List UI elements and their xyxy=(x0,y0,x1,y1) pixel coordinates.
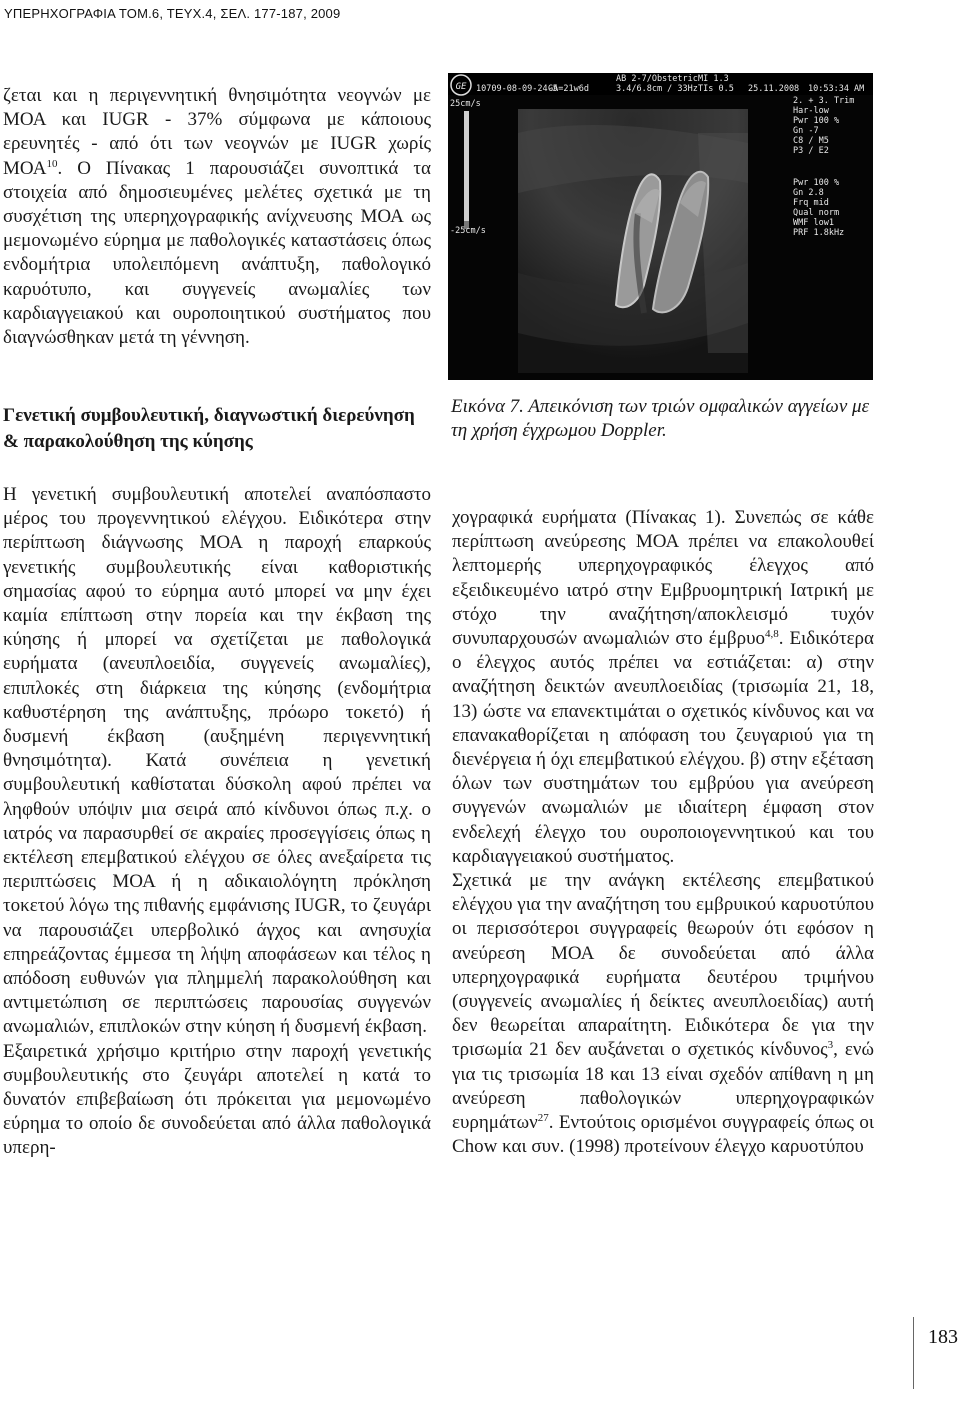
param-line: P3 / E2 xyxy=(793,146,829,156)
paragraph-intro xyxy=(3,84,431,350)
param-line: Qual norm xyxy=(793,208,840,218)
param-line: Pwr 100 % xyxy=(793,178,840,188)
text-segment: Σχετικά με την ανάγκη εκτέλεσης επεμβατικού ελέγχου για την αναζήτηση του εμβρυικού καρυοτύπου οι περισσότεροι συγγραφείς θεωρούν ότι εφόσον η ανεύρεση ΜΟΑ δε συνοδεύεται από άλλα υπερηχογραφικά ευρήματα δευτέρου τριμήνου (συγγενείς ανωμαλίες ή δείκτες ανευπλοειδίας) αυτή δεν θεωρείται απαραίτητη. Ειδικότερα δε για την τρισωμία 21 δεν αυξάνεται ο σχετικός κίνδυνος xyxy=(452,870,874,1061)
param-line: Gn -7 xyxy=(793,126,819,136)
param-line: 2. + 3. Trim xyxy=(793,96,855,106)
param-line: Frq mid xyxy=(793,198,829,208)
caption-text: Απεικόνιση των τριών ομφαλικών αγγείων με τη χρήση έγχρωμου Doppler. xyxy=(451,396,870,441)
caption-label: Εικόνα 7. xyxy=(451,396,524,417)
paragraph xyxy=(452,506,874,869)
ultrasound-doppler-figure xyxy=(448,73,873,380)
ultrasound-tis: TIs 0.5 xyxy=(698,84,734,94)
ultrasound-probe: AB 2-7/Obstetric xyxy=(616,74,698,84)
text-segment: . Εντούτοις ορισμένοι συγγραφείς όπως οι Chow και συν. (1998) προτείνουν έλεγχο καρυοτύπου xyxy=(452,1112,874,1158)
scale-top-label: 25cm/s xyxy=(450,99,481,109)
param-line: Har-low xyxy=(793,106,829,116)
text-segment: . Ο Πίνακας 1 παρουσιάζει συνοπτικά τα στοιχεία από δημοσιευμένες μελέτες σχετικά με τη συσχέτιση της υπερηχογραφικής ανίχνευσης ΜΟΑ ως μεμονωμένο εύρημα με παθολογικές καταστάσεις όπως ενδομήτρια υπολειπόμενη ανάπτυξη, παθολογικό καρυότυπο, και συγγενείς ανωμαλίες των καρδιαγγειακού και ουροποιητικού συστήματος που διαγνώσθηκαν μετά τη γέννηση. xyxy=(3,157,431,349)
text-segment: ζεται και η περιγεννητική θνησιμότητα νεογνών με ΜΟΑ και IUGR - 37% σύμφωνα με κάποιους ερευνητές - από ότι των νεογνών με IUGR χωρίς ΜΟΑ xyxy=(3,85,431,179)
left-column-top-text xyxy=(3,84,431,350)
left-column-main-text xyxy=(3,483,431,1161)
paragraph: Η γενετική συμβουλευτική αποτελεί αναπόσπαστο μέρος του προγεννητικού ελέγχου. Ειδικότερα στην περίπτωση διάγνωσης ΜΟΑ η παροχή επαρκούς γενετικής συμβουλευτικής είναι καθοριστικής σημασίας αφού το εύρημα αυτό μπορεί να μην έχει καμία επίπτωση στην πορεία και την έκβαση της κύησης ή μπορεί να σχετίζεται με παθολογικά ευρήματα (ανευπλοειδία, συγγενείς ανωμαλίες), επιπλοκές στη διάρκεια της κύησης (ενδομήτρια καθυστέρηση της ανάπτυξης, πρόωρο τοκετό) ή δυσμενή έκβαση (αυξημένη περιγεννητική θνησιμότητα). Κατά συνέπεια η γενετική συμβουλευτική καθίσταται δύσκολη αφού πρέπει να ληφθούν υπόψιν μια σειρά από κίνδυνοι όπως π.χ. ο ιατρός να παρασυρθεί σε ακραίες προσεγγίσεις όπως η εκτέλεση επεμβατικού ελέγχου σε όλες ανεξαίρετα τις περιπτώσεις ΜΟΑ ή η αδικαιολόγητη πρόκληση τοκετού λόγω της πιθανής εμφάνισης IUGR, το ζευγάρι να παρουσιάζει υπερβολικό άγχος και ανησυχία επηρεάζοντας έμμεσα τη λήψη αποφάσεων και τέλος η απόδοση ευθυνών για πλημμελή παρακολούθηση και αντιμετώπιση σε περιπτώσεις παρουσίας συγγενών ανωμαλιών, επιπλοκών στην κύηση ή δυσμενή έκβαση. xyxy=(3,484,431,1038)
text-segment: , ενώ για τις τρισωμία 18 και 13 είναι σχεδόν απίθανη η μη ανεύρεση παθολογικών υπερηχογραφικών ευρημάτων xyxy=(452,1039,874,1134)
param-line: Pwr 100 % xyxy=(793,116,840,126)
ultrasound-time: 10:53:34 AM xyxy=(808,84,865,94)
ultrasound-ga: GA=21w6d xyxy=(548,84,589,94)
ultrasound-probe-params: 3.4/6.8cm / 33Hz xyxy=(616,84,698,94)
page-number: 183 xyxy=(928,1326,958,1348)
text-segment: . Ειδικότερα ο έλεγχος αυτός πρέπει να εστιάζεται: α) στην αναζήτηση δεικτών ανευπλοειδίας (τρισωμία 21, 18, 13) ώστε να επανεκτιμάται ο σχετικός κίνδυνος και να επανακαθορίζεται η απόφαση του ζευγαριού για τη διενέργεια ή όχι επεμβατικού ελέγχου. β) στην εξέταση όλων των συστημάτων του εμβρύου για ανεύρεση συγγενών ανωμαλιών με ιδιαίτερη έμφαση στον ενδελεχή έλεγχο του ουροποιογεννητικού και του καρδιαγγειακού συστήματος. xyxy=(452,628,874,867)
running-head: ΥΠΕΡΗΧΟΓΡΑΦΙΑ ΤΟΜ.6, ΤΕΥΧ.4, ΣΕΛ. 177-187, 2009 xyxy=(4,6,341,21)
velocity-scale-bar xyxy=(464,111,469,221)
svg-text:GE: GE xyxy=(455,82,467,92)
section-heading: Γενετική συμβουλευτική, διαγνωστική διερεύνηση & παρακολούθηση της κύησης xyxy=(3,405,415,452)
param-line: Gn 2.8 xyxy=(793,188,824,198)
ultrasound-patient-id: 10709-08-09-24-5 xyxy=(476,84,558,94)
ultrasound-mi: MI 1.3 xyxy=(698,74,729,84)
scale-bottom-label: -25cm/s xyxy=(450,226,486,236)
right-column-text xyxy=(452,506,874,1159)
paragraph: Εξαιρετικά χρήσιμο κριτήριο στην παροχή γενετικής συμβουλευτικής στο ζευγάρι αποτελεί η κατά το δυνατόν επιβεβαίωση ότι πρόκειται για μεμονωμένο εύρημα το οποίο δε συνοδεύεται από άλλα παθολογικά υπερη- xyxy=(3,1040,431,1159)
paragraph xyxy=(452,869,874,1159)
page-number-rule xyxy=(913,1317,914,1389)
citation-superscript: 3 xyxy=(827,1039,834,1052)
param-line: PRF 1.8kHz xyxy=(793,228,845,238)
citation-superscript: 27 xyxy=(537,1112,549,1125)
ultrasound-date: 25.11.2008 xyxy=(748,84,800,94)
citation-superscript: 10 xyxy=(46,157,58,170)
citation-superscript: 4,8 xyxy=(764,628,779,641)
text-segment: χογραφικά ευρήματα (Πίνακας 1). Συνεπώς σε κάθε περίπτωση ανεύρεσης ΜΟΑ πρέπει να επακολουθεί λεπτομερής υπερηχογραφικός έλεγχος από εξειδικευμένο ιατρό στην Εμβρυομητρική Ιατρική με στόχο την αναζήτηση/αποκλεισμό τυχόν συνυπαρχουσών ανωμαλιών στο έμβρυο xyxy=(452,507,874,650)
param-line: C8 / M5 xyxy=(793,136,829,146)
param-line: WMF low1 xyxy=(793,218,834,228)
figure-caption xyxy=(451,395,871,443)
ultrasound-image xyxy=(448,73,873,380)
